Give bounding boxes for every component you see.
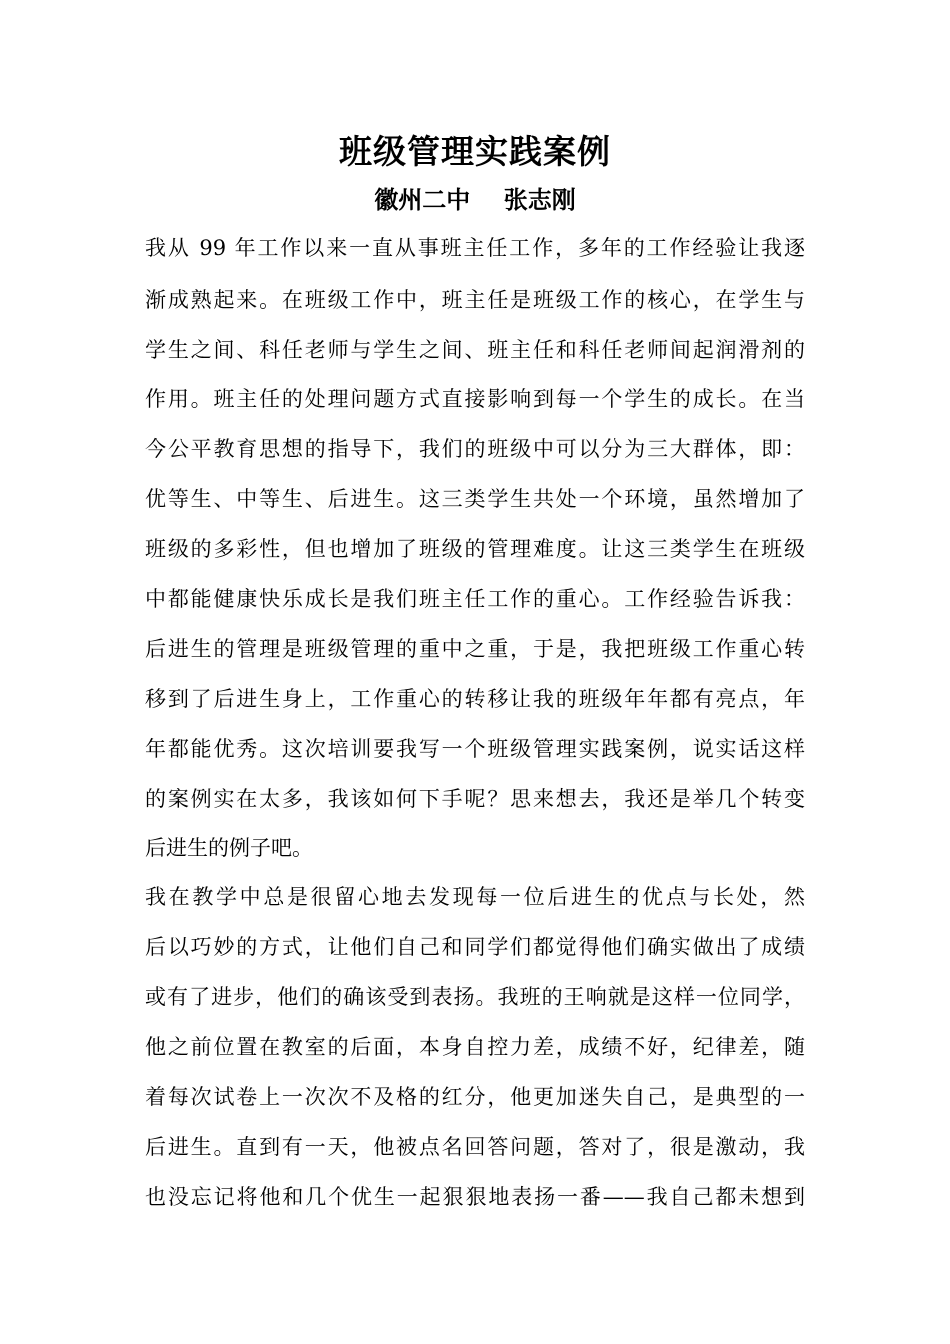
text-line: 或有了进步，他们的确该受到表扬。我班的王响就是这样一位同学， xyxy=(145,985,805,1009)
text-line: 今公平教育思想的指导下，我们的班级中可以分为三大群体，即： xyxy=(145,437,805,461)
text-line: 他之前位置在教室的后面，本身自控力差，成绩不好，纪律差，随 xyxy=(145,1035,805,1059)
text-line: 后以巧妙的方式，让他们自己和同学们都觉得他们确实做出了成绩 xyxy=(145,935,805,959)
text-line: 着每次试卷上一次次不及格的红分，他更加迷失自己，是典型的一 xyxy=(145,1085,805,1109)
text-line: 渐成熟起来。在班级工作中，班主任是班级工作的核心，在学生与 xyxy=(145,288,805,312)
text-line: 学生之间、科任老师与学生之间、班主任和科任老师间起润滑剂的 xyxy=(145,338,805,362)
text-line: 年都能优秀。这次培训要我写一个班级管理实践案例，说实话这样 xyxy=(145,737,805,761)
text-line: 后进生。直到有一天，他被点名回答问题，答对了，很是激动，我 xyxy=(145,1135,805,1159)
text-line: 后进生的例子吧。 xyxy=(145,836,313,860)
text-line: 后进生的管理是班级管理的重中之重，于是，我把班级工作重心转 xyxy=(145,637,805,661)
text-line: 也没忘记将他和几个优生一起狠狠地表扬一番——我自己都未想到 xyxy=(145,1185,805,1209)
document-title: 班级管理实践案例 xyxy=(339,132,611,171)
text-line: 移到了后进生身上，工作重心的转移让我的班级年年都有亮点，年 xyxy=(145,687,805,711)
text-line: 中都能健康快乐成长是我们班主任工作的重心。工作经验告诉我： xyxy=(145,587,805,611)
text-line: 我从 99 年工作以来一直从事班主任工作，多年的工作经验让我逐 xyxy=(145,236,805,260)
document-author: 徽州二中 张志刚 xyxy=(374,185,576,214)
text-line: 班级的多彩性，但也增加了班级的管理难度。让这三类学生在班级 xyxy=(145,537,805,561)
text-line: 优等生、中等生、后进生。这三类学生共处一个环境，虽然增加了 xyxy=(145,487,805,511)
text-line: 的案例实在太多，我该如何下手呢？思来想去，我还是举几个转变 xyxy=(145,787,805,811)
text-line: 作用。班主任的处理问题方式直接影响到每一个学生的成长。在当 xyxy=(145,387,805,411)
text-line: 我在教学中总是很留心地去发现每一位后进生的优点与长处，然 xyxy=(145,885,805,909)
